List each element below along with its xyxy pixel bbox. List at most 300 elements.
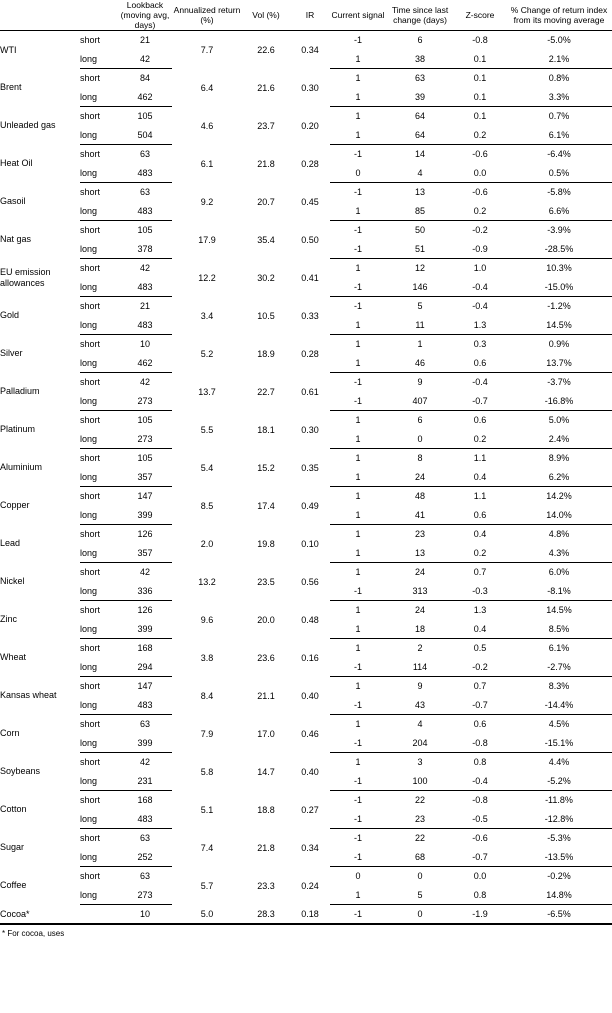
zscore-value: -0.9	[454, 240, 506, 259]
current-signal-value: 1	[355, 453, 361, 464]
vol-value: 23.5	[257, 576, 275, 587]
lookback-value: 105	[137, 453, 153, 464]
asset-name: Copper	[0, 500, 30, 511]
horizon-label: short	[80, 301, 101, 312]
current-signal-value: 1	[330, 126, 386, 145]
lookback-value: 483	[118, 810, 172, 829]
lookback-value: 42	[118, 50, 172, 69]
header-current-signal: Current signal	[331, 10, 385, 21]
change-vs-moving-average-value: 2.4%	[506, 430, 612, 449]
annualized-return-value: 7.9	[200, 728, 214, 739]
change-vs-moving-average-value: 14.5%	[546, 605, 572, 616]
asset-name: Heat Oil	[0, 158, 33, 169]
current-signal-value: 1	[330, 620, 386, 639]
horizon-label: short	[80, 757, 101, 768]
table-row	[0, 791, 612, 810]
change-vs-moving-average-value: -28.5%	[506, 240, 612, 259]
lookback-value: 357	[118, 544, 172, 563]
change-vs-moving-average-value: 8.3%	[548, 681, 570, 692]
asset-name: Gold	[0, 310, 20, 321]
lookback-value: 273	[118, 430, 172, 449]
zscore-value: -0.6	[472, 833, 488, 844]
lookback-value: 168	[137, 795, 153, 806]
zscore-value: -1.9	[454, 905, 506, 924]
current-signal-value: 1	[330, 354, 386, 373]
change-vs-moving-average-value: -2.7%	[506, 658, 612, 677]
footnote-container	[0, 924, 612, 938]
current-signal-value: -1	[330, 582, 386, 601]
change-vs-moving-average-value: 2.1%	[506, 50, 612, 69]
table-row	[0, 601, 612, 620]
asset-name: Nat gas	[0, 234, 32, 245]
horizon-label: long	[80, 582, 118, 601]
time-since-last-change-value: 24	[386, 468, 454, 487]
header-zscore: Z-score	[465, 10, 495, 21]
ir-value: 0.35	[301, 462, 319, 473]
lookback-value: 336	[118, 582, 172, 601]
vol-value: 20.7	[257, 196, 275, 207]
ir-value: 0.45	[301, 196, 319, 207]
time-since-last-change-value: 4	[417, 719, 423, 730]
zscore-value: 0.4	[454, 620, 506, 639]
table-row	[0, 563, 612, 582]
change-vs-moving-average-value: -15.1%	[506, 734, 612, 753]
horizon-label: long	[80, 278, 118, 297]
annualized-return-value: 12.2	[198, 272, 216, 283]
change-vs-moving-average-value: 14.2%	[546, 491, 572, 502]
asset-name: Brent	[0, 82, 22, 93]
header-horizon	[80, 0, 118, 31]
current-signal-value: -1	[330, 734, 386, 753]
change-vs-moving-average-value: -14.4%	[506, 696, 612, 715]
table-row	[0, 335, 612, 354]
current-signal-value: -1	[353, 795, 362, 806]
current-signal-value: 1	[330, 316, 386, 335]
ir-value: 0.30	[301, 82, 319, 93]
lookback-value: 42	[139, 377, 150, 388]
change-vs-moving-average-value: 6.6%	[506, 202, 612, 221]
vol-value: 21.1	[257, 690, 275, 701]
current-signal-value: 1	[355, 719, 361, 730]
current-signal-value: 1	[355, 757, 361, 768]
annualized-return-value: 9.2	[200, 196, 214, 207]
zscore-value: 0.6	[454, 506, 506, 525]
change-vs-moving-average-value: -5.8%	[547, 187, 571, 198]
asset-name: Palladium	[0, 386, 40, 397]
table-row	[0, 639, 612, 658]
annualized-return-value: 6.1	[200, 158, 214, 169]
current-signal-value: -1	[353, 301, 362, 312]
asset-name: Kansas wheat	[0, 690, 57, 701]
table-header	[0, 0, 612, 31]
current-signal-value: 1	[355, 529, 361, 540]
zscore-value: 0.6	[473, 415, 487, 426]
change-vs-moving-average-value: 4.4%	[548, 757, 570, 768]
ir-value: 0.40	[301, 690, 319, 701]
lookback-value: 378	[118, 240, 172, 259]
ir-value: 0.34	[301, 842, 319, 853]
change-vs-moving-average-value: 6.0%	[548, 567, 570, 578]
change-vs-moving-average-value: -3.7%	[547, 377, 571, 388]
vol-value: 21.6	[257, 82, 275, 93]
zscore-value: -0.8	[472, 35, 488, 46]
asset-name: Corn	[0, 728, 20, 739]
zscore-value: 0.2	[454, 126, 506, 145]
header-row	[0, 0, 612, 31]
zscore-value: 0.1	[473, 111, 487, 122]
current-signal-value: -1	[330, 905, 386, 924]
change-vs-moving-average-value: 0.7%	[548, 111, 570, 122]
table-row	[0, 107, 612, 126]
annualized-return-value: 3.8	[200, 652, 214, 663]
lookback-value: 10	[118, 905, 172, 924]
zscore-value: 1.1	[473, 491, 487, 502]
zscore-value: 0.2	[454, 544, 506, 563]
vol-value: 15.2	[257, 462, 275, 473]
zscore-value: 0.8	[473, 757, 487, 768]
horizon-label: short	[80, 833, 101, 844]
zscore-value: 0.3	[473, 339, 487, 350]
vol-value: 18.9	[257, 348, 275, 359]
zscore-value: -0.4	[454, 278, 506, 297]
ir-value: 0.46	[301, 728, 319, 739]
current-signal-value: -1	[353, 377, 362, 388]
vol-value: 23.3	[257, 880, 275, 891]
time-since-last-change-value: 23	[386, 810, 454, 829]
lookback-value: 63	[139, 719, 150, 730]
ir-value: 0.18	[290, 905, 330, 924]
table-row	[0, 867, 612, 886]
vol-value: 19.8	[257, 538, 275, 549]
horizon-label: long	[80, 772, 118, 791]
zscore-value: -0.7	[454, 848, 506, 867]
zscore-value: 0.0	[454, 164, 506, 183]
time-since-last-change-value: 24	[414, 605, 425, 616]
zscore-value: 0.1	[473, 73, 487, 84]
lookback-value: 42	[139, 757, 150, 768]
table-row	[0, 753, 612, 772]
change-vs-moving-average-value: 6.2%	[506, 468, 612, 487]
table-row	[0, 487, 612, 506]
zscore-value: -0.3	[454, 582, 506, 601]
table-row	[0, 905, 612, 924]
zscore-value: -0.5	[454, 810, 506, 829]
time-since-last-change-value: 13	[414, 187, 425, 198]
lookback-value: 294	[118, 658, 172, 677]
zscore-value: 1.1	[473, 453, 487, 464]
current-signal-value: 1	[355, 567, 361, 578]
time-since-last-change-value: 9	[417, 377, 423, 388]
lookback-value: 105	[137, 225, 153, 236]
horizon-label: long	[80, 810, 118, 829]
horizon-label: long	[80, 734, 118, 753]
annualized-return-value: 3.4	[200, 310, 214, 321]
horizon-label: long	[80, 848, 118, 867]
asset-name: Aluminium	[0, 462, 43, 473]
time-since-last-change-value: 1	[417, 339, 423, 350]
table-row	[0, 829, 612, 848]
annualized-return-value: 4.6	[200, 120, 214, 131]
zscore-value: -0.7	[454, 392, 506, 411]
current-signal-value: -1	[330, 772, 386, 791]
zscore-value: -0.6	[472, 149, 488, 160]
time-since-last-change-value: 5	[417, 301, 423, 312]
lookback-value: 252	[118, 848, 172, 867]
asset-name: Soybeans	[0, 766, 41, 777]
vol-value: 28.3	[242, 905, 290, 924]
asset-name: Sugar	[0, 842, 25, 853]
time-since-last-change-value: 2	[417, 643, 423, 654]
zscore-value: 0.1	[454, 50, 506, 69]
annualized-return-value: 5.8	[200, 766, 214, 777]
current-signal-value: -1	[330, 810, 386, 829]
vol-value: 21.8	[257, 842, 275, 853]
horizon-label: long	[80, 696, 118, 715]
time-since-last-change-value: 51	[386, 240, 454, 259]
lookback-value: 273	[118, 886, 172, 905]
current-signal-value: -1	[330, 278, 386, 297]
horizon-label: long	[80, 392, 118, 411]
lookback-value: 10	[139, 339, 150, 350]
table-row	[0, 449, 612, 468]
change-vs-moving-average-value: 4.3%	[506, 544, 612, 563]
time-since-last-change-value: 14	[414, 149, 425, 160]
time-since-last-change-value: 63	[414, 73, 425, 84]
table-row	[0, 297, 612, 316]
annualized-return-value: 5.1	[200, 804, 214, 815]
change-vs-moving-average-value: 0.9%	[548, 339, 570, 350]
time-since-last-change-value: 114	[386, 658, 454, 677]
change-vs-moving-average-value: -12.8%	[506, 810, 612, 829]
time-since-last-change-value: 64	[386, 126, 454, 145]
time-since-last-change-value: 9	[417, 681, 423, 692]
lookback-value: 483	[118, 278, 172, 297]
time-since-last-change-value: 50	[414, 225, 425, 236]
time-since-last-change-value: 41	[386, 506, 454, 525]
lookback-value: 63	[139, 871, 150, 882]
horizon-label: long	[80, 658, 118, 677]
vol-value: 17.4	[257, 500, 275, 511]
table-row	[0, 259, 612, 278]
current-signal-value: 0	[330, 164, 386, 183]
ir-value: 0.40	[301, 766, 319, 777]
current-signal-value: 1	[355, 111, 361, 122]
change-vs-moving-average-value: -5.0%	[547, 35, 571, 46]
time-since-last-change-value: 18	[386, 620, 454, 639]
horizon-label: short	[80, 719, 101, 730]
ir-value: 0.34	[301, 44, 319, 55]
lookback-value: 126	[137, 529, 153, 540]
header-ir: IR	[305, 10, 315, 21]
time-since-last-change-value: 12	[414, 263, 425, 274]
ir-value: 0.50	[301, 234, 319, 245]
current-signal-value: -1	[353, 225, 362, 236]
vol-value: 20.0	[257, 614, 275, 625]
vol-value: 22.7	[257, 386, 275, 397]
vol-value: 10.5	[257, 310, 275, 321]
current-signal-value: 0	[355, 871, 361, 882]
table-row	[0, 373, 612, 392]
annualized-return-value: 5.4	[200, 462, 214, 473]
change-vs-moving-average-value: 6.1%	[548, 643, 570, 654]
horizon-label: short	[80, 529, 101, 540]
time-since-last-change-value: 100	[386, 772, 454, 791]
horizon-label: short	[80, 263, 101, 274]
zscore-value: -0.4	[472, 301, 488, 312]
time-since-last-change-value: 22	[414, 795, 425, 806]
zscore-value: -0.8	[472, 795, 488, 806]
zscore-value: 0.7	[473, 567, 487, 578]
annualized-return-value: 7.7	[200, 44, 214, 55]
footnote-text: * For cocoa, uses	[2, 929, 65, 939]
zscore-value: 0.0	[473, 871, 487, 882]
zscore-value: 0.1	[454, 88, 506, 107]
zscore-value: 0.6	[454, 354, 506, 373]
asset-name: Cotton	[0, 804, 27, 815]
change-vs-moving-average-value: -6.5%	[506, 905, 612, 924]
table-row	[0, 145, 612, 164]
asset-name: Coffee	[0, 880, 27, 891]
annualized-return-value: 5.5	[200, 424, 214, 435]
horizon-label: long	[80, 354, 118, 373]
change-vs-moving-average-value: 4.5%	[548, 719, 570, 730]
table-row	[0, 221, 612, 240]
ir-value: 0.24	[301, 880, 319, 891]
lookback-value: 42	[139, 263, 150, 274]
table-row	[0, 31, 612, 50]
annualized-return-value: 5.0	[172, 905, 242, 924]
table-row	[0, 715, 612, 734]
annualized-return-value: 5.2	[200, 348, 214, 359]
lookback-value: 21	[139, 35, 150, 46]
time-since-last-change-value: 85	[386, 202, 454, 221]
annualized-return-value: 5.7	[200, 880, 214, 891]
vol-value: 30.2	[257, 272, 275, 283]
time-since-last-change-value: 8	[417, 453, 423, 464]
vol-value: 23.7	[257, 120, 275, 131]
ir-value: 0.61	[301, 386, 319, 397]
time-since-last-change-value: 43	[386, 696, 454, 715]
current-signal-value: -1	[330, 848, 386, 867]
ir-value: 0.48	[301, 614, 319, 625]
ir-value: 0.41	[301, 272, 319, 283]
change-vs-moving-average-value: 13.7%	[506, 354, 612, 373]
time-since-last-change-value: 146	[386, 278, 454, 297]
horizon-label: long	[80, 88, 118, 107]
change-vs-moving-average-value: -6.4%	[547, 149, 571, 160]
zscore-value: 0.7	[473, 681, 487, 692]
lookback-value: 63	[139, 149, 150, 160]
lookback-value: 462	[118, 88, 172, 107]
table-body	[0, 31, 612, 924]
lookback-value: 147	[137, 681, 153, 692]
asset-name: Wheat	[0, 652, 27, 663]
horizon-label: short	[80, 567, 101, 578]
change-vs-moving-average-value: 0.8%	[548, 73, 570, 84]
zscore-value: -0.7	[454, 696, 506, 715]
horizon-label: short	[80, 605, 101, 616]
current-signal-value: 1	[355, 339, 361, 350]
horizon-label: short	[80, 491, 101, 502]
zscore-value: -0.8	[454, 734, 506, 753]
current-signal-value: 1	[355, 605, 361, 616]
horizon-label: short	[80, 795, 101, 806]
ir-value: 0.49	[301, 500, 319, 511]
table-row	[0, 183, 612, 202]
change-vs-moving-average-value: -3.9%	[547, 225, 571, 236]
ir-value: 0.10	[301, 538, 319, 549]
current-signal-value: 1	[355, 263, 361, 274]
lookback-value: 42	[139, 567, 150, 578]
change-vs-moving-average-value: 14.5%	[506, 316, 612, 335]
table-row	[0, 411, 612, 430]
asset-name: Unleaded gas	[0, 120, 56, 131]
lookback-value: 483	[118, 696, 172, 715]
horizon-label: short	[80, 149, 101, 160]
lookback-value: 483	[118, 202, 172, 221]
zscore-value: 0.5	[473, 643, 487, 654]
lookback-value: 168	[137, 643, 153, 654]
current-signal-value: 1	[355, 73, 361, 84]
time-since-last-change-value: 0	[386, 430, 454, 449]
ir-value: 0.28	[301, 158, 319, 169]
lookback-value: 21	[139, 301, 150, 312]
change-vs-moving-average-value: 5.0%	[548, 415, 570, 426]
time-since-last-change-value: 5	[386, 886, 454, 905]
horizon-label: long	[80, 468, 118, 487]
horizon-label: short	[80, 377, 101, 388]
time-since-last-change-value: 46	[386, 354, 454, 373]
change-vs-moving-average-value: -16.8%	[506, 392, 612, 411]
horizon-label: short	[80, 73, 101, 84]
horizon-label: long	[80, 316, 118, 335]
current-signal-value: -1	[353, 833, 362, 844]
horizon-label: short	[80, 35, 101, 46]
current-signal-value: 1	[330, 50, 386, 69]
horizon-label	[80, 905, 118, 924]
annualized-return-value: 7.4	[200, 842, 214, 853]
lookback-value: 126	[137, 605, 153, 616]
change-vs-moving-average-value: 10.3%	[546, 263, 572, 274]
zscore-value: 1.3	[473, 605, 487, 616]
current-signal-value: -1	[353, 149, 362, 160]
time-since-last-change-value: 0	[417, 871, 423, 882]
time-since-last-change-value: 24	[414, 567, 425, 578]
annualized-return-value: 13.2	[198, 576, 216, 587]
vol-value: 22.6	[257, 44, 275, 55]
horizon-label: long	[80, 202, 118, 221]
horizon-label: short	[80, 415, 101, 426]
ir-value: 0.16	[301, 652, 319, 663]
ir-value: 0.27	[301, 804, 319, 815]
asset-name: EU emission allowances	[0, 267, 51, 288]
current-signal-value: 1	[355, 681, 361, 692]
change-vs-moving-average-value: -13.5%	[506, 848, 612, 867]
change-vs-moving-average-value: 14.0%	[506, 506, 612, 525]
horizon-label: short	[80, 111, 101, 122]
time-since-last-change-value: 4	[386, 164, 454, 183]
change-vs-moving-average-value: 6.1%	[506, 126, 612, 145]
current-signal-value: -1	[353, 35, 362, 46]
zscore-value: 0.2	[454, 202, 506, 221]
annualized-return-value: 17.9	[198, 234, 216, 245]
horizon-label: short	[80, 871, 101, 882]
change-vs-moving-average-value: -15.0%	[506, 278, 612, 297]
change-vs-moving-average-value: -8.1%	[506, 582, 612, 601]
current-signal-value: 1	[330, 202, 386, 221]
horizon-label: short	[80, 453, 101, 464]
current-signal-value: 1	[330, 468, 386, 487]
